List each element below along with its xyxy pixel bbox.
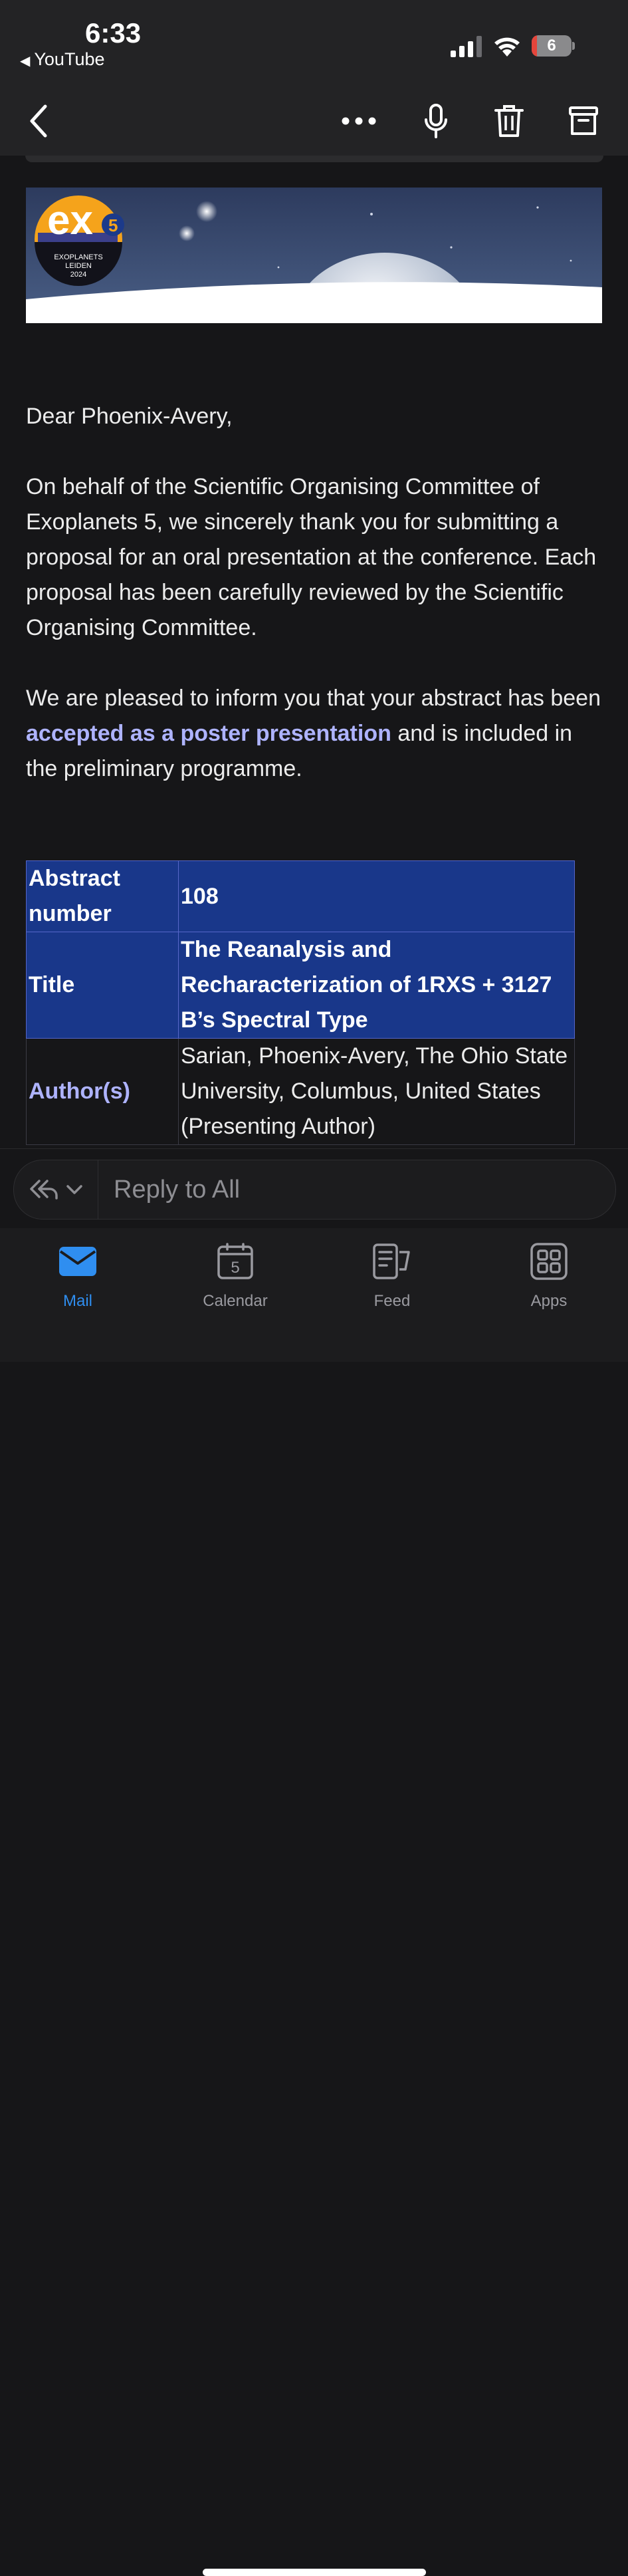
home-indicator[interactable] <box>203 2569 426 2576</box>
tab-mail[interactable] <box>25 1240 131 1311</box>
message-body <box>0 0 628 1148</box>
calendar-day: 5 <box>231 1259 240 1277</box>
decision-highlight: accepted as a poster presentation <box>26 721 391 746</box>
feed-icon <box>372 1243 412 1280</box>
tab-calendar-label: Calendar <box>203 1292 268 1310</box>
chevron-down-icon <box>66 1184 83 1195</box>
table-row <box>27 861 575 932</box>
logo-number: 5 <box>108 215 118 235</box>
reply-input-placeholder[interactable]: Reply to All <box>114 1176 241 1204</box>
reply-all-icon <box>29 1178 59 1201</box>
tab-apps-label: Apps <box>530 1292 568 1310</box>
paragraph-decision <box>26 681 604 787</box>
tab-apps[interactable] <box>496 1240 602 1311</box>
status-time: 6:33 <box>85 17 142 49</box>
paragraph-thanks: On behalf of the Scientific Organising Committee of Exoplanets 5, we sincerely thank you for submitting a proposal for an oral presentation at the conference. Each proposal has been carefully reviewed by the Scientific Organising Committee. <box>26 474 597 640</box>
email-body-text <box>26 399 604 822</box>
table-row <box>27 932 575 1039</box>
reply-bar <box>0 1148 628 1229</box>
logo-line-2: LEIDEN <box>65 262 92 270</box>
abstract-details-table <box>26 860 575 1145</box>
apps-icon <box>530 1243 568 1280</box>
logo-line-1: EXOPLANETS <box>54 253 103 261</box>
mail-icon <box>58 1246 97 1277</box>
tab-feed-label: Feed <box>373 1292 411 1310</box>
logo-line-3: 2024 <box>70 271 87 279</box>
calendar-icon <box>217 1243 254 1280</box>
row-value-abstract-number: 108 <box>179 861 575 932</box>
reply-field[interactable] <box>13 1160 616 1220</box>
tab-feed[interactable] <box>339 1240 445 1311</box>
tab-mail-label: Mail <box>62 1292 92 1310</box>
decision-text-start: We are pleased to inform you that your abstract has been <box>26 686 601 711</box>
battery-level: 6 <box>547 37 556 55</box>
back-triangle-icon: ◀ <box>20 54 31 68</box>
reply-mode-toggle[interactable] <box>14 1160 98 1219</box>
row-label-abstract-number: Abstract number <box>27 861 179 932</box>
conference-banner-image <box>26 188 602 323</box>
row-value-title: The Reanalysis and Recharacterization of 1RXS + 3127 B’s Spectral Type <box>179 932 575 1039</box>
row-label-authors: Author(s) <box>27 1039 179 1145</box>
bottom-tab-bar <box>0 1228 628 1362</box>
tab-calendar[interactable] <box>182 1240 288 1311</box>
row-label-title: Title <box>27 932 179 1039</box>
decision-text-end: and is included in the preliminary programme. <box>26 721 573 781</box>
table-row <box>27 1039 575 1145</box>
logo-text: ex <box>47 197 93 243</box>
row-value-authors: Sarian, Phoenix-Avery, The Ohio State University, Columbus, United States (Presenting Author) <box>179 1039 575 1145</box>
greeting: Dear Phoenix-Avery, <box>26 404 233 429</box>
back-app-label: YouTube <box>34 49 105 69</box>
